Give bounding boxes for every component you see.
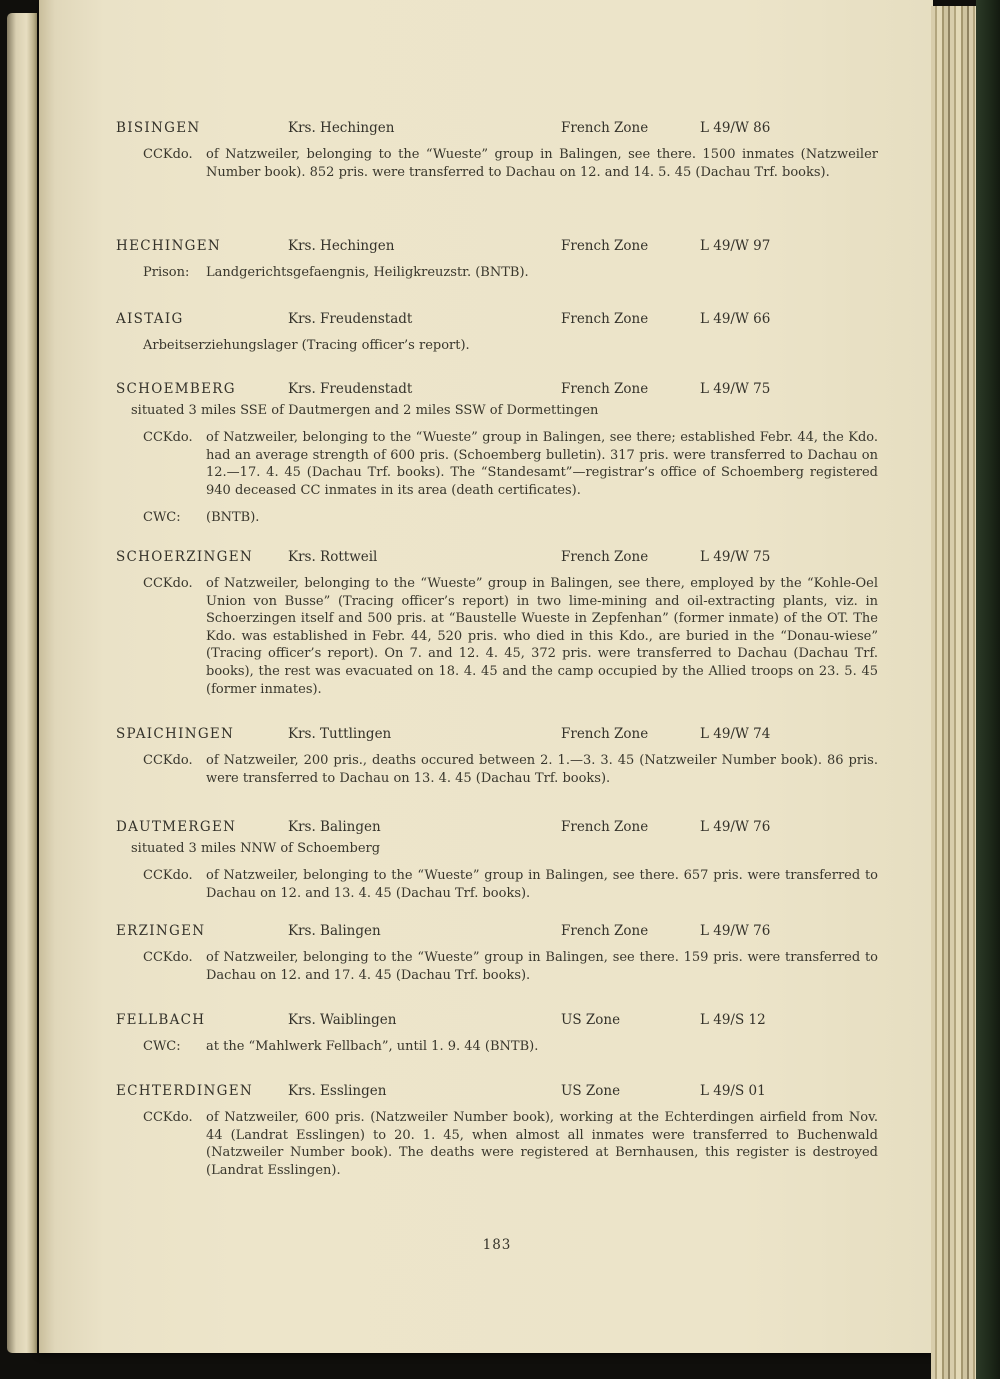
district-label: Krs. Balingen: [288, 923, 381, 939]
map-reference: L 49/S 12: [700, 1012, 766, 1028]
entry-paragraph: [116, 1109, 878, 1179]
book-page: [39, 0, 933, 1353]
paragraph-label: Prison:: [143, 265, 190, 280]
map-reference: L 49/W 86: [700, 120, 771, 136]
paragraph-label: CCKdo.: [143, 868, 193, 883]
paragraph-label: CCKdo.: [143, 1110, 193, 1125]
district-label: Krs. Rottweil: [288, 549, 378, 565]
place-name: SPAICHINGEN: [116, 726, 235, 742]
entry-paragraph: [116, 146, 878, 181]
place-name: BISINGEN: [116, 120, 201, 136]
paragraph-label: CCKdo.: [143, 753, 193, 768]
entry-paragraph: [116, 867, 878, 902]
zone-label: US Zone: [561, 1083, 621, 1099]
book-cover: [976, 0, 1000, 1379]
place-name: AISTAIG: [116, 311, 184, 327]
zone-label: French Zone: [561, 549, 649, 565]
entry-header: [116, 381, 878, 397]
camp-entry: [116, 819, 878, 902]
entry-paragraph: [116, 337, 878, 355]
entry-header: [116, 923, 878, 939]
place-name: HECHINGEN: [116, 238, 222, 254]
place-name: SCHOEMBERG: [116, 381, 236, 397]
camp-entry: [116, 549, 878, 698]
entry-paragraph: [116, 1038, 878, 1056]
paragraph-text: (BNTB).: [206, 510, 260, 526]
district-label: Krs. Balingen: [288, 819, 381, 835]
entry-header: [116, 1083, 878, 1099]
paragraph-label: CCKdo.: [143, 576, 193, 591]
paragraph-text: Landgerichtsgefaengnis, Heiligkreuzstr. (BNTB).: [206, 265, 529, 280]
page-stack-edges: [931, 6, 979, 1379]
entry-paragraph: [116, 509, 878, 527]
paragraph-label: CCKdo.: [143, 430, 193, 445]
map-reference: L 49/W 66: [700, 311, 771, 327]
zone-label: French Zone: [561, 311, 649, 327]
paragraph-text: of Natzweiler, 600 pris. (Natzweiler Number book), working at the Echterdingen airfield from Nov. 44 (Landrat Esslingen) to 20. 1. 45, when almost all inmates were transferred to Buchenwald (Natzweiler Number book). The deaths were registered at Bernhausen, this register is destroyed (Landrat Esslingen).: [206, 1110, 878, 1178]
paragraph-label: CCKdo.: [143, 147, 193, 162]
place-name: DAUTMERGEN: [116, 819, 237, 835]
entry-header: [116, 311, 878, 327]
situated-note: situated 3 miles SSE of Dautmergen and 2 miles SSW of Dormettingen: [131, 403, 599, 418]
entry-paragraph: [116, 264, 878, 282]
zone-label: French Zone: [561, 381, 649, 397]
camp-entry: [116, 311, 878, 355]
paragraph-label: CCKdo.: [143, 950, 193, 965]
entry-paragraph: [116, 949, 878, 984]
district-label: Krs. Hechingen: [288, 120, 395, 136]
map-reference: L 49/W 75: [700, 381, 771, 397]
zone-label: French Zone: [561, 120, 649, 136]
camp-entry: [116, 923, 878, 984]
paragraph-text: of Natzweiler, belonging to the “Wueste” group in Balingen, see there. 159 pris. were transferred to Dachau on 12. and 17. 4. 45 (Dachau Trf. books).: [206, 950, 878, 983]
camp-entry: [116, 381, 878, 527]
situated-note: situated 3 miles NNW of Schoemberg: [131, 841, 381, 856]
zone-label: French Zone: [561, 923, 649, 939]
place-name: ERZINGEN: [116, 923, 206, 939]
district-label: Krs. Waiblingen: [288, 1012, 397, 1028]
map-reference: L 49/S 01: [700, 1083, 766, 1099]
district-label: Krs. Tuttlingen: [288, 726, 392, 742]
paragraph-text: of Natzweiler, belonging to the “Wueste” group in Balingen, see there. 1500 inmates (Natzweiler Number book). 852 pris. were transferred to Dachau on 12. and 14. 5. 45 (Dachau Trf. books).: [206, 147, 878, 180]
page-number: 183: [482, 1237, 512, 1253]
place-name: FELLBACH: [116, 1012, 206, 1028]
entry-header: [116, 819, 878, 835]
place-name: ECHTERDINGEN: [116, 1083, 254, 1099]
paragraph-label: CWC:: [143, 1039, 181, 1054]
entry-header: [116, 726, 878, 742]
camp-entry: [116, 1012, 878, 1056]
entry-header: [116, 120, 878, 136]
district-label: Krs. Freudenstadt: [288, 381, 413, 397]
zone-label: US Zone: [561, 1012, 621, 1028]
camp-entry: [116, 238, 878, 282]
paragraph-text: of Natzweiler, belonging to the “Wueste” group in Balingen, see there; established Febr. 44, the Kdo. had an average strength of 600 pris. (Schoemberg bulletin). 317 pris. were transferred to Dachau on 12.—17. 4. 45 (Dachau Trf. books). The “Standesamt”—registrar’s office of Schoemberg registered 940 deceased CC inmates in its area (death certificates).: [206, 430, 878, 498]
map-reference: L 49/W 75: [700, 549, 771, 565]
zone-label: French Zone: [561, 726, 649, 742]
map-reference: L 49/W 76: [700, 923, 771, 939]
district-label: Krs. Esslingen: [288, 1083, 387, 1099]
paragraph-text: at the “Mahlwerk Fellbach”, until 1. 9. 44 (BNTB).: [206, 1039, 539, 1054]
paragraph-label: CWC:: [143, 510, 181, 526]
zone-label: French Zone: [561, 819, 649, 835]
paragraph-text: of Natzweiler, belonging to the “Wueste” group in Balingen, see there, employed by the “Kohle-Oel Union von Busse” (Tracing officer’s report) in two lime-mining and oil-extracting plants, viz. in Schoerzingen itself and 500 pris. at “Baustelle Wueste in Zepfenhan” (former inmate) of the OT. The Kdo. was established in Febr. 44, 520 pris. who died in this Kdo., are buried in the “Donau-wiese” (Tracing officer’s report). On 7. and 12. 4. 45, 372 pris. were transferred to Dachau (Dachau Trf. books), the rest was evacuated on 18. 4. 45 and the camp occupied by the Allied troops on 23. 5. 45 (former inmates).: [206, 576, 878, 697]
adjacent-page-edge: [7, 13, 37, 1353]
paragraph-text: of Natzweiler, 200 pris., deaths occured between 2. 1.—3. 3. 45 (Natzweiler Number book). 86 pris. were transferred to Dachau on 13. 4. 45 (Dachau Trf. books).: [206, 753, 878, 786]
map-reference: L 49/W 74: [700, 726, 771, 742]
camp-entry: [116, 120, 878, 181]
camp-entry: [116, 726, 878, 787]
paragraph-text: Arbeitserziehungslager (Tracing officer’s report).: [143, 338, 470, 353]
entry-paragraph: [116, 752, 878, 787]
entry-header: [116, 238, 878, 254]
district-label: Krs. Freudenstadt: [288, 311, 413, 327]
entry-header: [116, 1012, 878, 1028]
district-label: Krs. Hechingen: [288, 238, 395, 254]
zone-label: French Zone: [561, 238, 649, 254]
entry-paragraph: [116, 429, 878, 499]
camp-entry: [116, 1083, 878, 1179]
map-reference: L 49/W 76: [700, 819, 771, 835]
entry-paragraph: [116, 575, 878, 698]
entry-header: [116, 549, 878, 565]
map-reference: L 49/W 97: [700, 238, 771, 254]
paragraph-text: of Natzweiler, belonging to the “Wueste” group in Balingen, see there. 657 pris. were transferred to Dachau on 12. and 13. 4. 45 (Dachau Trf. books).: [206, 868, 878, 901]
place-name: SCHOERZINGEN: [116, 549, 254, 565]
